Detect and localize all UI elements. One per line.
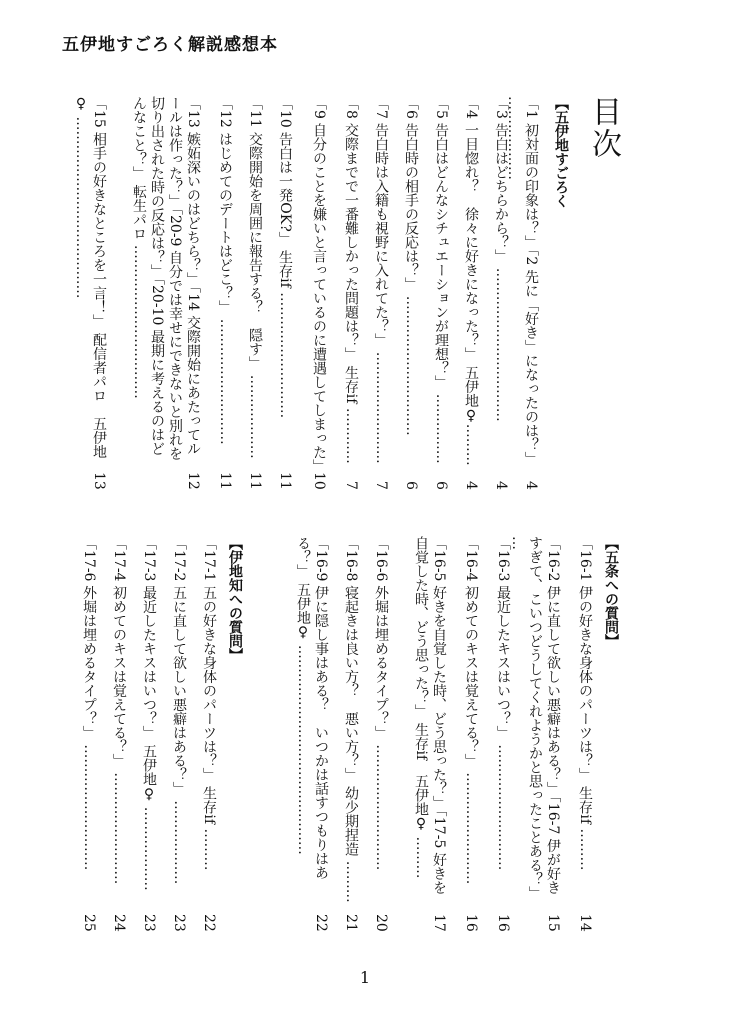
toc-entry-title: 「16-8 寝起きは良い方？ 悪い方？」 幼少期捏造 ………: [343, 536, 359, 903]
toc-entry-page: 7: [343, 481, 359, 490]
toc-entry-page: 16: [495, 914, 511, 932]
toc-entry[interactable]: [338, 536, 360, 932]
toc-entry-title: 「16-3 最近したキスはいつ？」 ………………………: [495, 536, 511, 871]
toc-entry[interactable]: [368, 96, 390, 490]
toc-entry[interactable]: [458, 536, 480, 932]
toc-entry-page: 21: [343, 914, 359, 932]
toc-entry-page: 12: [185, 472, 201, 490]
toc-entry-page: 24: [111, 914, 127, 932]
toc-entry-page: 7: [373, 481, 389, 490]
toc-entry[interactable]: [488, 96, 510, 490]
toc-entry-page: 6: [433, 481, 449, 490]
toc-entry[interactable]: [136, 536, 158, 932]
section-heading-ijichi: 【伊地知への質問】: [227, 536, 243, 662]
toc-entry[interactable]: [428, 96, 450, 490]
toc-entry-title: 「17-1 五の好きな身体のパーツは？」 生存if ………: [201, 536, 217, 871]
toc-entry[interactable]: [166, 536, 188, 932]
toc-entry-page: 13: [91, 472, 107, 490]
toc-entry-title: 「16-6 外堀は埋めるタイプ？」 ………………………: [373, 536, 389, 871]
page-number: 1: [359, 968, 371, 987]
toc-entry-title: 「17-3 最近したキスはいつ？」 五伊地♀ ………………: [141, 536, 157, 891]
toc-entry[interactable]: [112, 96, 202, 490]
toc-entry-title: 「13 嫉妬深いのはどちら？」「14 交際開始にあたってルールは作った？」「20-9 自分では幸せにできないと別れを切り出された時の反応は？」「20-10 最期に考えるのはどんなこと？」 転生パロ ……………………………: [131, 96, 201, 461]
toc-entry[interactable]: [284, 536, 330, 932]
toc-entry-page: 4: [493, 481, 509, 490]
toc-entry-page: 22: [201, 914, 217, 932]
toc-entry-page: 17: [431, 914, 447, 932]
toc-entry-title: 「17-2 五に直して欲しい悪癖はある？」 ………………: [171, 536, 187, 885]
toc-entry-title: 「3 告白はどちらから？」 ……………………………: [493, 96, 509, 422]
toc-entry-title: 「4 一目惚れ？ 徐々に好きになった？」 五伊地♀………: [463, 96, 479, 466]
toc-entry-title: 「6 告白時の相手の反応は？」 …………………………: [403, 96, 419, 436]
toc-entry-title: 「16-2 伊に直して欲しい悪癖はある？」「16-7 伊が好きすぎて、こいつどうしてくれようかと思ったことある？」 …: [509, 536, 561, 900]
toc-entry[interactable]: [338, 96, 360, 490]
toc-entry-title: 「16-1 伊の好きな身体のパーツは？」 生存if ………: [577, 536, 593, 871]
toc-entry-page: 10: [311, 472, 327, 490]
toc-entry[interactable]: [62, 96, 108, 490]
toc-entry-title: 「7 告白時は入籍も視野に入れてた？」 ……………………: [373, 96, 389, 464]
toc-entry-title: 「17-6 外堀は埋めるタイプ？」 ………………………: [81, 536, 97, 871]
toc-entry-page: 23: [141, 914, 157, 932]
toc-entry[interactable]: [458, 96, 480, 490]
toc-entry-title: 「11 交際開始を周囲に報告する？ 隠す」 ………………: [247, 96, 263, 459]
toc-entry[interactable]: [509, 536, 562, 932]
toc-entry[interactable]: [212, 96, 234, 490]
toc-entry-page: 20: [373, 914, 389, 932]
toc-entry-page: 22: [313, 914, 329, 932]
toc-entry-page: 11: [277, 472, 293, 490]
toc-entry-page: 4: [523, 481, 539, 490]
toc-entry[interactable]: [368, 536, 390, 932]
toc-entry-page: 15: [545, 914, 561, 932]
toc-entry[interactable]: [272, 96, 294, 490]
toc-entry-title: 「1 初対面の印象は？」「2 先に「好き」になったのは？」 ………………: [505, 96, 539, 466]
toc-entry-title: 「10 告白は一発OK?」 生存if ………………………: [277, 96, 293, 419]
toc-entry-title: 「9 自分のことを嫌いと言っているのに遭遇してしまった」: [311, 96, 327, 474]
toc-entry-page: 11: [217, 472, 233, 490]
toc-entry[interactable]: [106, 536, 128, 932]
toc-entry[interactable]: [302, 96, 328, 490]
toc-entry[interactable]: [242, 96, 264, 490]
toc-entry-page: 23: [171, 914, 187, 932]
toc-entry[interactable]: [76, 536, 98, 932]
toc-entry-title: 「5 告白はどんなシチュエーションが理想？」 ……………: [433, 96, 449, 464]
section-heading-gojo: 【五条への質問】: [603, 536, 619, 648]
toc-entry-title: 「8 交際までで一番難しかった問題は？」 生存if …………: [343, 96, 359, 464]
toc-entry[interactable]: [505, 96, 540, 490]
toc-entry[interactable]: [490, 536, 512, 932]
toc-entry-title: 「15 相手の好きなところを一言！」 配信者パロ 五伊地♀ …………………………………: [73, 96, 107, 459]
toc-entry-title: 「16-4 初めてのキスは覚えてる？」 ……………………: [463, 536, 479, 885]
toc-entry-title: 「17-4 初めてのキスは覚えてる？」 ……………………: [111, 536, 127, 885]
document-title: 五伊地すごろく解説感想本: [62, 35, 278, 55]
toc-entry[interactable]: [196, 536, 218, 932]
toc-entry-page: 14: [577, 914, 593, 932]
toc-entry-page: 16: [463, 914, 479, 932]
toc-entry[interactable]: [400, 536, 448, 932]
toc-entry-title: 「12 はじめてのデートはどこ？」 ………………………: [217, 96, 233, 445]
toc-entry-page: 11: [247, 472, 263, 490]
toc-heading: 目次: [586, 96, 621, 160]
toc-entry[interactable]: [398, 96, 420, 490]
toc-entry[interactable]: [572, 536, 594, 932]
toc-entry-page: 6: [403, 481, 419, 490]
toc-entry-title: 「16-9 伊に隠し事はある？ いつかは話すつもりはある？」 五伊地♀ ………………………………………: [295, 536, 329, 880]
toc-entry-title: 「16-5 好きを自覚した時、どう思った？」「17-5 好きを自覚した時、どう思った？」 生存if 五伊地♀ ………: [413, 536, 447, 895]
toc-entry-page: 4: [463, 481, 479, 490]
toc-entry-page: 25: [81, 914, 97, 932]
section-heading-sugoroku: 【五伊地すごろく: [553, 96, 569, 208]
